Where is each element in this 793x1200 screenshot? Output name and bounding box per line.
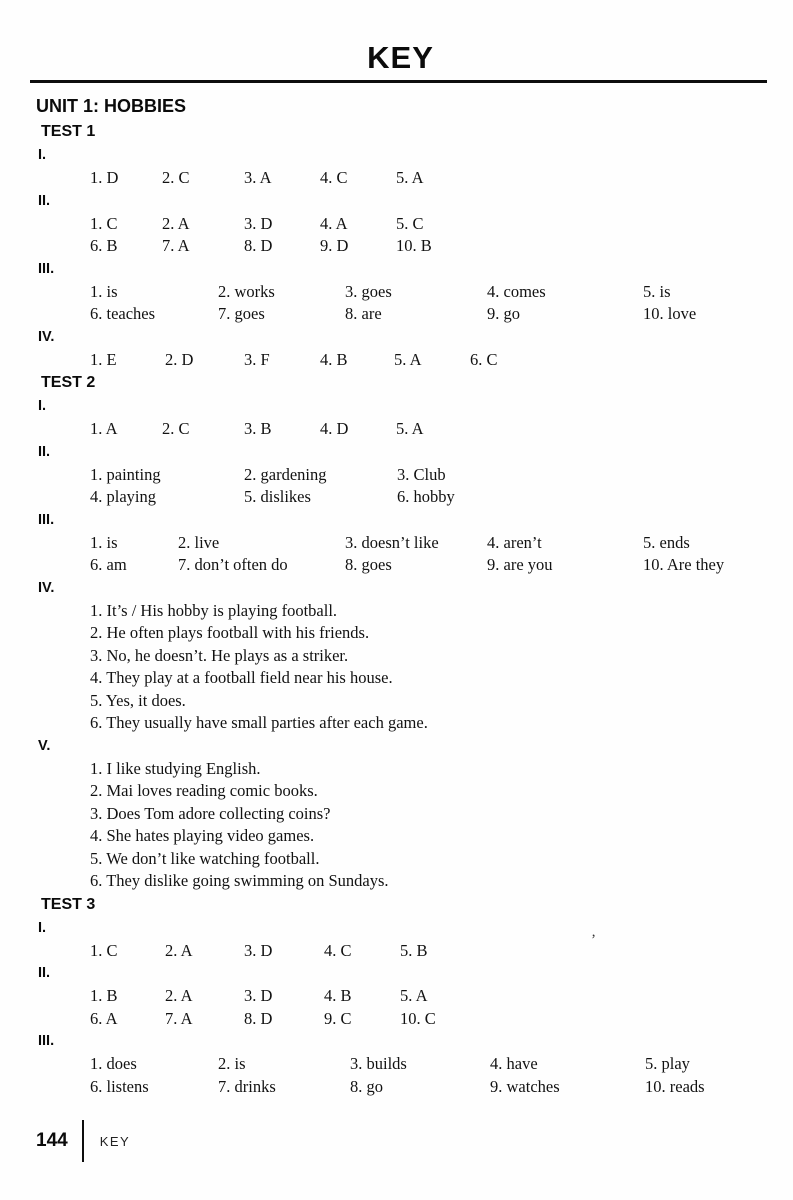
footer-divider [82,1120,84,1162]
answer-sentence: 4. They play at a football field near his house. [90,668,393,687]
answer: 10. B [396,236,432,255]
section-label: III. [38,511,55,528]
answer: 6. teaches [90,304,156,323]
section-body [90,985,765,1030]
answer: 7. A [162,236,190,255]
unit-heading: UNIT 1: HOBBIES [36,96,187,116]
answer: 9. D [320,236,349,255]
answer: 8. are [345,304,382,323]
test-block [36,120,765,371]
answer-sentence: 4. She hates playing video games. [90,826,315,845]
answer: 7. goes [218,304,265,323]
section-body [90,600,765,735]
answer: 4. have [490,1054,538,1073]
answer-sentence: 1. It’s / His hobby is playing football. [90,600,338,620]
section-body [90,940,765,963]
section-body [90,532,765,577]
answer: 7. drinks [218,1076,276,1096]
answer: 7. don’t often do [178,555,288,574]
answer-row [90,940,765,963]
answer-sentence: 6. They dislike going swimming on Sundays. [90,871,389,890]
answer-row [90,464,765,487]
section-label: II. [38,443,51,460]
answer: 4. C [324,940,352,960]
answer: 5. dislikes [244,487,311,506]
answer: 3. Club [397,464,446,484]
answer: 3. D [244,940,273,960]
answer-row [90,486,765,509]
answer: 7. A [165,1008,193,1028]
section-label: I. [38,398,47,414]
section-label: V. [38,737,51,754]
answer: 9. C [324,1008,352,1028]
answer: 2. A [162,213,190,233]
answer-row [90,235,765,258]
section-label: II. [38,965,51,981]
tests-container [36,120,765,1098]
section-label: IV. [38,579,55,596]
stray-mark: ’ [591,932,596,948]
answer: 4. B [320,349,348,369]
answer: 4. playing [90,487,156,506]
answer: 10. love [643,304,697,323]
answer-sentence: 5. Yes, it does. [90,690,186,710]
test-block [36,371,765,893]
answer: 5. A [396,419,424,438]
answer: 3. A [244,168,272,187]
answer: 10. reads [645,1076,705,1096]
answer: 5. play [645,1054,690,1073]
answer: 3. F [244,349,270,369]
answer: 4. comes [487,281,546,301]
answer: 2. is [218,1054,246,1073]
answer-row [90,167,765,190]
section-body [90,213,765,258]
answer: 5. A [394,349,422,369]
header-rule [30,80,767,83]
section-label: IV. [38,328,55,345]
answer: 1. B [90,986,118,1005]
answer: 3. goes [345,281,392,301]
answer: 4. D [320,419,349,438]
answer: 9. go [487,304,520,323]
answer: 1. painting [90,464,161,484]
answer: 6. am [90,555,127,574]
answer-sentence: 3. No, he doesn’t. He plays as a striker. [90,645,349,665]
answer: 1. A [90,419,118,438]
answer: 4. C [320,168,348,187]
test-title: TEST 2 [41,374,96,391]
answer: 2. C [162,168,190,187]
answer: 2. works [218,281,275,301]
answer: 9. are you [487,555,553,574]
answer: 3. builds [350,1054,407,1073]
page-footer [36,1118,130,1164]
answer: 6. hobby [397,487,455,506]
answer: 1. D [90,168,119,187]
answer-row [90,281,765,304]
answer-row [90,1008,765,1031]
answer-row [90,1076,765,1099]
section-body [90,418,765,441]
answer: 5. B [400,940,428,960]
answer: 2. live [178,532,220,552]
answer-row [90,213,765,236]
answer: 2. A [165,940,193,960]
answer: 1. E [90,349,117,369]
answer-sentence: 2. Mai loves reading comic books. [90,781,318,800]
section-label: III. [38,260,55,277]
section-body [90,758,765,893]
section-body [90,349,765,372]
answer-sentence: 5. We don’t like watching football. [90,848,320,868]
answer: 1. C [90,940,118,960]
answer: 5. A [396,168,424,187]
section-label: I. [38,147,47,163]
answer: 5. C [396,213,424,233]
answer: 6. C [470,349,498,369]
answer-row [90,418,765,441]
section-body [90,167,765,190]
test-title: TEST 3 [41,895,96,913]
answer: 8. D [244,236,273,255]
answer: 8. D [244,1008,273,1028]
answer: 2. A [165,986,193,1005]
section-label: II. [38,192,51,209]
answer-sentence: 6. They usually have small parties after each game. [90,713,428,732]
answer: 9. watches [490,1076,560,1096]
answer: 3. B [244,419,272,438]
page-title: KEY [367,40,434,75]
answer: 10. C [400,1008,436,1028]
answer-row [90,303,765,326]
answer: 1. does [90,1054,137,1073]
answer-sentence: 2. He often plays football with his friends. [90,623,370,642]
answer-row [90,1053,765,1076]
answer: 1. C [90,213,118,233]
answer: 8. go [350,1076,383,1096]
answer: 2. gardening [244,464,327,484]
answer: 1. is [90,281,118,301]
answer: 3. D [244,213,273,233]
answer-sentence: 3. Does Tom adore collecting coins? [90,803,331,823]
answer: 4. A [320,213,348,233]
answer: 3. doesn’t like [345,532,439,552]
answer: 6. A [90,1008,118,1028]
page-header [36,40,765,83]
answer: 2. D [165,349,194,369]
answer: 5. ends [643,532,690,552]
answer: 4. aren’t [487,532,542,552]
answer-row [90,349,765,372]
answer: 8. goes [345,555,392,574]
answer: 6. B [90,236,118,255]
answer: 5. is [643,281,671,301]
answer-sentence: 1. I like studying English. [90,758,261,778]
page-number: 144 [36,1130,68,1151]
answer: 5. A [400,986,428,1005]
answer: 4. B [324,986,352,1005]
answer-row [90,985,765,1008]
section-body [90,464,765,509]
footer-key-label: KEY [99,1133,131,1149]
test-title: TEST 1 [41,123,96,140]
section-label: I. [38,919,47,936]
answer: 6. listens [90,1076,149,1096]
section-label: III. [38,1033,55,1049]
section-body [90,281,765,326]
answer-row [90,532,765,555]
answer: 1. is [90,532,118,552]
answer: 2. C [162,419,190,438]
section-body [90,1053,765,1098]
answer-row [90,554,765,577]
answer: 3. D [244,986,273,1005]
test-block [36,893,765,1099]
answer: 10. Are they [643,555,725,574]
